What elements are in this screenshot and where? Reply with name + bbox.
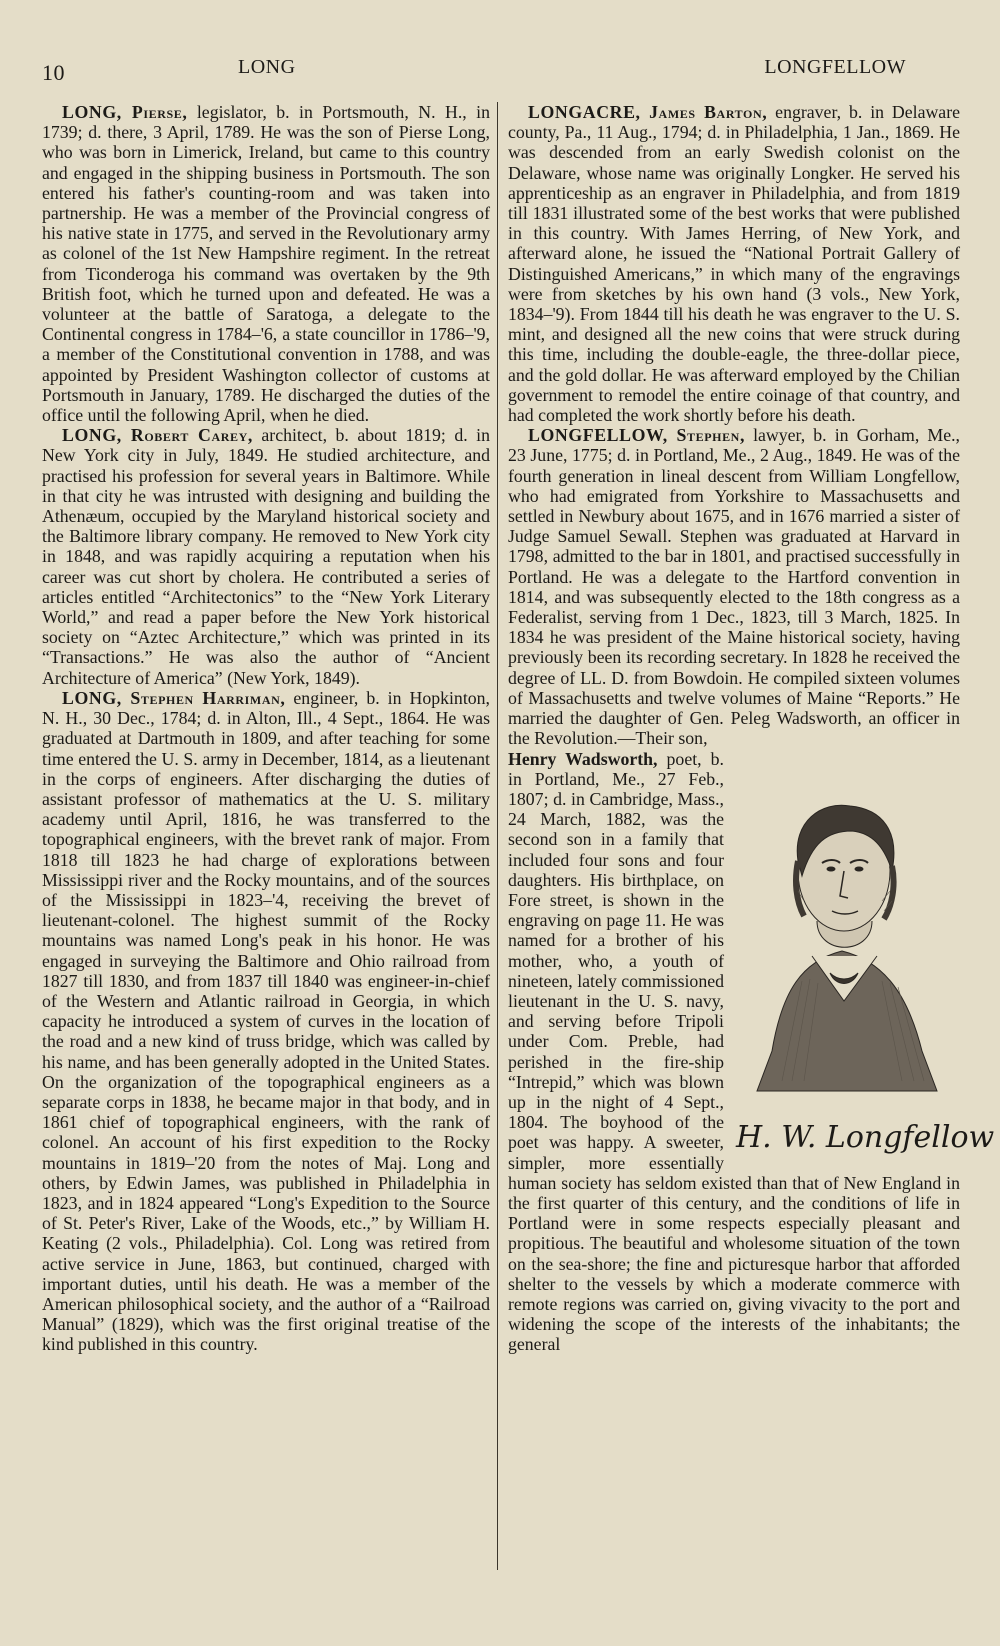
entry-headword: LONGACRE, James Barton, (528, 102, 768, 122)
entry-stephen-harriman-long (42, 688, 490, 1355)
entry-headword: Henry Wadsworth, (508, 748, 658, 769)
signature: H. W. Longfellow (736, 1119, 995, 1155)
entry-stephen-longfellow (508, 425, 960, 748)
guide-word-right: LONGFELLOW (764, 56, 906, 78)
entry-body: engraver, b. in Delaware county, Pa., 11 Aug., 1794; d. in Philadelphia, 1 Jan., 1869. He was descended from an early Swedish colonist on the Delaware, whose name was originally Longker. He served his apprenticeship as an engraver in Philadelphia, and from 1819 till 1831 illustrated some of the best works that were published in this country. With James Herring, of New York, and afterward alone, he issued the “National Portrait Gallery of Distinguished Americans,” in which many of the engravings were from sketches by his own hand (3 vols., New York, 1834–'9). From 1844 till his death he was engraver to the U. S. mint, and designed all the new coins that were struck during this time, including the double-eagle, the three-dollar piece, and the gold dollar. He was afterward employed by the Chilian government to remodel the entire coinage of that country, and had completed the work shortly before his death. (508, 102, 961, 426)
entry-body: lawyer, b. in Gorham, Me., 23 June, 1775; d. in Portland, Me., 2 Aug., 1849. He was of the fourth generation in lineal descent from William Longfellow, who had emigrated from Yorkshire to Massachusetts and settled in Newbury about 1675, and in 1676 married a sister of Judge Samuel Sewall. Stephen was graduated at Harvard in 1798, admitted to the bar in 1801, and practised successfully in Portland. He was a delegate to the Hartford convention in 1814, and was subsequently elected to the 18th congress as a Federalist, serving from 1 Dec., 1823, till 3 March, 1825. In 1834 he was president of the Maine historical society, having previously been its recording secretary. In 1828 he received the degree of LL. D. from Bowdoin. He compiled sixteen volumes of Massachusetts and twelve volumes of Maine “Reports.” He married the daughter of Gen. Peleg Wadsworth, an officer in the Revolution.—Their son, (508, 425, 960, 749)
left-column (42, 102, 490, 1355)
entry-longacre (508, 102, 960, 425)
entry-body: poet, b. in Portland, Me., 27 Feb., 1807; d. in Cambridge, Mass., 24 March, 1882, was the second son in a family that included four sons and four daughters. His birthplace, on Fore street, is shown in the engraving on page 11. He was named for a brother of his mother, who, a youth of nineteen, lately commissioned lieutenant in the U. S. navy, and serving before Tripoli under Com. Preble, had perished in the fire-ship “Intrepid,” which was blown up in the night of 4 Sept., 1804. The boyhood of the poet was happy. A sweeter, simpler, more essentially human society has seldom existed than that of New England in the first quarter of this century, and the conditions of life in Portland were in some respects especially pleasant and propitious. The beautiful and wholesome situation of the town on the sea-shore; the fine and picturesque harbor that afforded shelter to the vessels by which a moderate commerce with remote regions was carried on, giving vivacity to the port and widening the scope of the interests of the inhabitants; the general (508, 748, 960, 1355)
right-column (508, 102, 995, 1355)
entry-body: engineer, b. in Hopkinton, N. H., 30 Dec., 1784; d. in Alton, Ill., 4 Sept., 1864. He was graduated at Dartmouth in 1809, and after teaching for some time entered the U. S. army in December, 1814, as a lieutenant in the corps of engineers. After discharging the duties of assistant professor of mathematics at the U. S. military academy until April, 1816, he was transferred to the topographical engineers, with the brevet rank of major. From 1818 till 1823 he had charge of explorations between Mississippi river and the Rocky mountains, and of the sources of the Mississippi in 1823–'4, receiving the brevet of lieutenant-colonel. The highest summit of the Rocky mountains was named Long's peak in his honor. He was engaged in surveying the Baltimore and Ohio railroad from 1827 till 1830, and from 1837 till 1840 was engineer-in-chief of the Western and Atlantic railroad in Georgia, in which capacity he introduced a system of curves in the location of the road and a new kind of truss bridge, which was called by his name, and has been generally adopted in the United States. On the organization of the topographical engineers as a separate corps in 1838, he became major in that body, and in 1861 chief of topographical engineers, with the rank of colonel. An account of his first expedition to the Rocky mountains in 1819–'20 from the notes of Maj. Long and others, by Edwin James, was published in Philadelphia in 1823, and in 1824 appeared “Long's Expedition to the Source of St. Peter's River, Lake of the Woods, etc.,” by William H. Keating (2 vols., Philadelphia). Col. Long was retired from active service in June, 1863, but continued, charged with important duties, until his death. He was a member of the American philosophical society, and the author of a “Railroad Manual” (1829), which was the first original treatise of the kind published in this country. (42, 687, 490, 1355)
entry-headword: LONGFELLOW, Stephen, (528, 425, 745, 446)
entry-henry-wadsworth-longfellow (508, 748, 995, 1355)
column-divider (497, 102, 498, 1570)
entry-headword: LONG, Pierse, (62, 102, 188, 122)
page-number: 10 (42, 60, 65, 85)
running-header (42, 54, 958, 94)
portrait-figure (732, 751, 995, 1155)
entry-pierse-long (42, 102, 490, 425)
entry-headword: LONG, Stephen Harriman, (62, 687, 286, 708)
entry-body: legislator, b. in Portsmouth, N. H., in 1739; d. there, 3 April, 1789. He was the son of Pierse Long, who was born in Limerick, Ireland, but came to this country and engaged in the shipping business in Portsmouth. The son entered his father's counting-room and was taken into partnership. He was a member of the Provincial congress of his native state in 1775, and served in the Revolutionary army as colonel of the 1st New Hampshire regiment. In the retreat from Ticonderoga his command was overtaken by the 9th British foot, which he turned upon and defeated. He was a volunteer at the battle of Saratoga, a delegate to the Continental congress in 1784–'6, a state councillor in 1786–'9, a member of the Constitutional convention in 1788, and was appointed by President Washington collector of customs at Portsmouth in January, 1789. He discharged the duties of the office until the following April, when he died. (42, 102, 490, 426)
entry-robert-carey-long (42, 425, 490, 688)
entry-body: architect, b. about 1819; d. in New York city in July, 1849. He studied architecture, and practised his profession for several years in Baltimore. While in that city he was intrusted with designing and building the Athenæum, occupied by the Maryland historical society and the Baltimore library company. He removed to New York city in 1848, and was rapidly acquiring a reputation when his career was cut short by cholera. He contributed a series of articles entitled “Architectonics” to the “New York Literary World,” and read a paper before the New York historical society on “Aztec Architecture,” which was printed in its “Transactions.” He was also the author of “Ancient Architecture of America” (New York, 1849). (42, 425, 490, 688)
guide-word-left: LONG (238, 56, 296, 78)
portrait-engraving (732, 751, 995, 1155)
entry-headword: LONG, Robert Carey, (62, 425, 253, 446)
